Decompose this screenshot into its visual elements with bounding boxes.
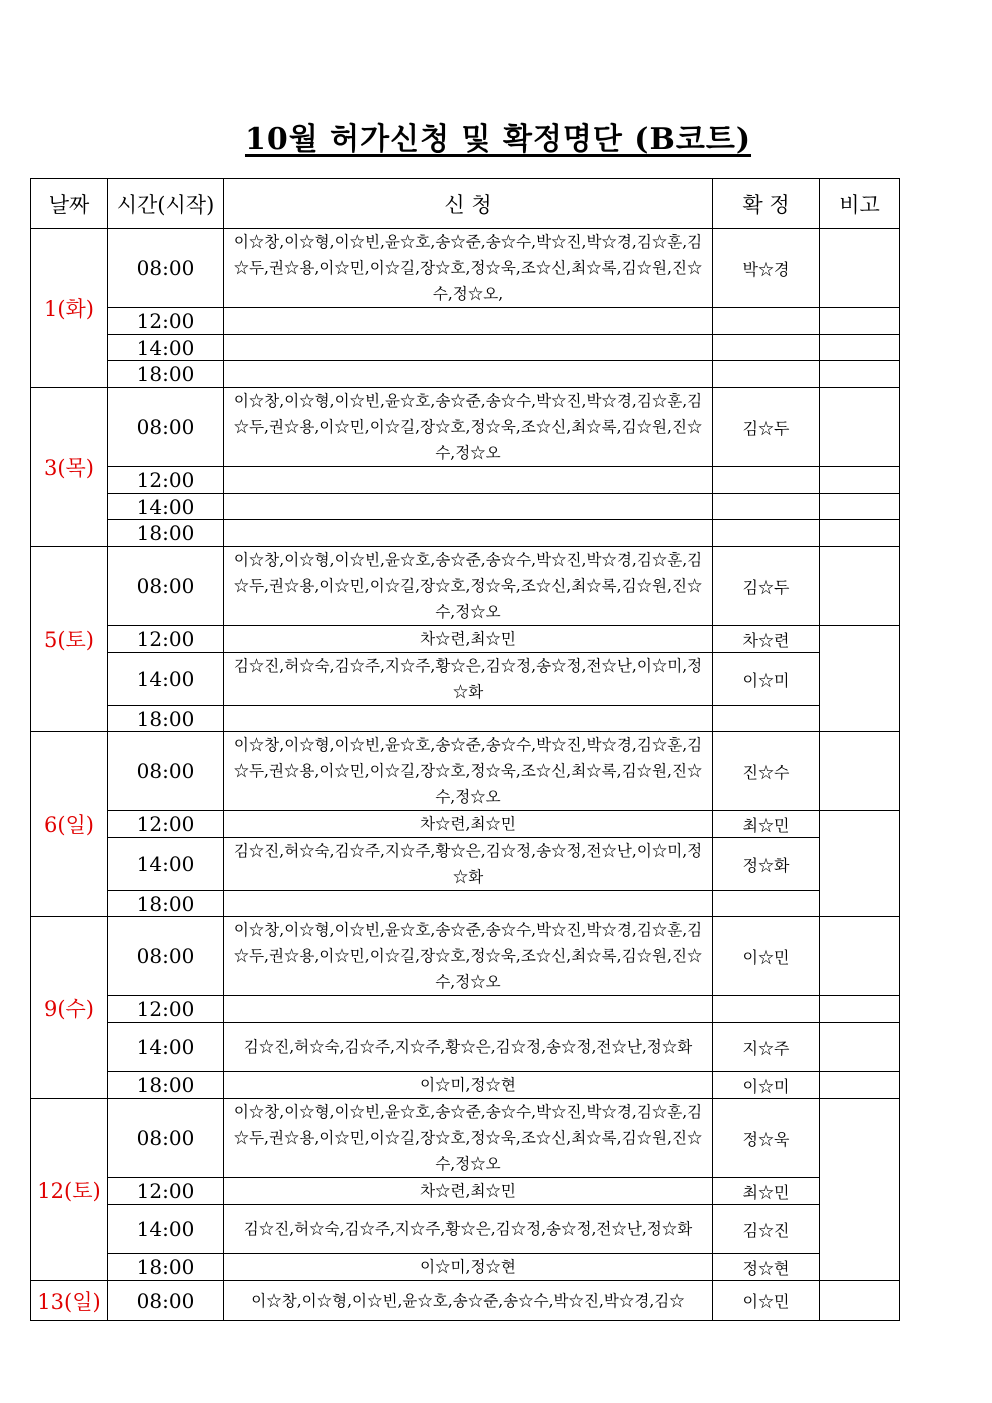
- time-cell: 18:00: [108, 361, 224, 388]
- note-cell: [820, 996, 900, 1023]
- note-cell: [820, 547, 900, 626]
- table-row: [31, 547, 900, 626]
- request-cell: 차☆련,최☆민: [224, 626, 713, 653]
- date-cell: 12(토): [31, 1099, 108, 1281]
- table-row: [31, 520, 900, 547]
- request-cell: 이☆창,이☆형,이☆빈,윤☆호,송☆준,송☆수,박☆진,박☆경,김☆훈,김☆두,권☆용,이☆민,이☆길,장☆호,정☆욱,조☆신,최☆록,김☆원,진☆수,정☆오: [224, 732, 713, 811]
- table-row: [31, 626, 900, 653]
- request-cell: [224, 494, 713, 520]
- table-row: [31, 335, 900, 361]
- request-cell: 차☆련,최☆민: [224, 1178, 713, 1205]
- table-row: [31, 1254, 900, 1281]
- request-cell: 김☆진,허☆숙,김☆주,지☆주,황☆은,김☆정,송☆정,전☆난,이☆미,정☆화: [224, 838, 713, 891]
- request-cell: [224, 996, 713, 1023]
- table-row: [31, 1023, 900, 1072]
- confirm-cell: [713, 494, 820, 520]
- date-cell: 9(수): [31, 917, 108, 1099]
- confirm-cell: 정☆현: [713, 1254, 820, 1281]
- confirm-cell: 김☆두: [713, 388, 820, 467]
- time-cell: 18:00: [108, 520, 224, 547]
- confirm-cell: 이☆미: [713, 653, 820, 706]
- confirm-cell: 이☆민: [713, 917, 820, 996]
- time-cell: 14:00: [108, 653, 224, 706]
- table-row: [31, 229, 900, 308]
- confirm-cell: 최☆민: [713, 1178, 820, 1205]
- note-cell: [820, 732, 900, 811]
- time-cell: 18:00: [108, 706, 224, 732]
- time-cell: 14:00: [108, 335, 224, 361]
- request-cell: 이☆창,이☆형,이☆빈,윤☆호,송☆준,송☆수,박☆진,박☆경,김☆훈,김☆두,권☆용,이☆민,이☆길,장☆호,정☆욱,조☆신,최☆록,김☆원,진☆수,정☆오: [224, 388, 713, 467]
- header-request: 신 청: [224, 179, 713, 229]
- time-cell: 12:00: [108, 996, 224, 1023]
- time-cell: 12:00: [108, 467, 224, 494]
- time-cell: 08:00: [108, 917, 224, 996]
- note-cell: [820, 626, 900, 732]
- table-row: [31, 1205, 900, 1254]
- header-date: 날짜: [31, 179, 108, 229]
- note-cell: [820, 229, 900, 308]
- header-row: [31, 179, 900, 229]
- request-cell: [224, 467, 713, 494]
- request-cell: [224, 891, 713, 917]
- header-confirm: 확 정: [713, 179, 820, 229]
- note-cell: [820, 917, 900, 996]
- request-cell: 이☆미,정☆현: [224, 1254, 713, 1281]
- time-cell: 08:00: [108, 1281, 224, 1321]
- time-cell: 14:00: [108, 838, 224, 891]
- note-cell: [820, 308, 900, 335]
- note-cell: [820, 388, 900, 467]
- note-cell: [820, 1281, 900, 1321]
- confirm-cell: [713, 467, 820, 494]
- table-row: [31, 891, 900, 917]
- time-cell: 14:00: [108, 494, 224, 520]
- note-cell: [820, 361, 900, 388]
- table-row: [31, 917, 900, 996]
- confirm-cell: 김☆두: [713, 547, 820, 626]
- request-cell: [224, 706, 713, 732]
- request-cell: [224, 308, 713, 335]
- table-row: [31, 308, 900, 335]
- request-cell: 이☆미,정☆현: [224, 1072, 713, 1099]
- time-cell: 12:00: [108, 308, 224, 335]
- request-cell: 이☆창,이☆형,이☆빈,윤☆호,송☆준,송☆수,박☆진,박☆경,김☆훈,김☆두,권☆용,이☆민,이☆길,장☆호,정☆욱,조☆신,최☆록,김☆원,진☆수,정☆오: [224, 917, 713, 996]
- request-cell: [224, 361, 713, 388]
- confirm-cell: [713, 996, 820, 1023]
- table-row: [31, 1281, 900, 1321]
- request-cell: 김☆진,허☆숙,김☆주,지☆주,황☆은,김☆정,송☆정,전☆난,이☆미,정☆화: [224, 653, 713, 706]
- time-cell: 08:00: [108, 229, 224, 308]
- schedule-table: [30, 178, 900, 1321]
- time-cell: 12:00: [108, 1178, 224, 1205]
- table-row: [31, 732, 900, 811]
- table-row: [31, 1072, 900, 1099]
- table-row: [31, 996, 900, 1023]
- confirm-cell: 정☆화: [713, 838, 820, 891]
- note-cell: [820, 811, 900, 917]
- request-cell: 김☆진,허☆숙,김☆주,지☆주,황☆은,김☆정,송☆정,전☆난,정☆화: [224, 1023, 713, 1072]
- confirm-cell: 이☆민: [713, 1281, 820, 1321]
- confirm-cell: 박☆경: [713, 229, 820, 308]
- table-row: [31, 1178, 900, 1205]
- note-cell: [820, 1072, 900, 1099]
- confirm-cell: [713, 361, 820, 388]
- confirm-cell: 차☆련: [713, 626, 820, 653]
- header-time: 시간(시작): [108, 179, 224, 229]
- request-cell: [224, 520, 713, 547]
- confirm-cell: 최☆민: [713, 811, 820, 838]
- note-cell: [820, 520, 900, 547]
- request-cell: 이☆창,이☆형,이☆빈,윤☆호,송☆준,송☆수,박☆진,박☆경,김☆: [224, 1281, 713, 1321]
- confirm-cell: [713, 335, 820, 361]
- time-cell: 08:00: [108, 732, 224, 811]
- time-cell: 12:00: [108, 811, 224, 838]
- confirm-cell: [713, 891, 820, 917]
- confirm-cell: 이☆미: [713, 1072, 820, 1099]
- note-cell: [820, 335, 900, 361]
- header-note: 비고: [820, 179, 900, 229]
- request-cell: [224, 335, 713, 361]
- time-cell: 08:00: [108, 1099, 224, 1178]
- page-title: 10월 허가신청 및 확정명단 (B코트): [244, 122, 752, 157]
- table-row: [31, 388, 900, 467]
- date-cell: 6(일): [31, 732, 108, 917]
- time-cell: 14:00: [108, 1023, 224, 1072]
- time-cell: 18:00: [108, 1254, 224, 1281]
- request-cell: 차☆련,최☆민: [224, 811, 713, 838]
- request-cell: 이☆창,이☆형,이☆빈,윤☆호,송☆준,송☆수,박☆진,박☆경,김☆훈,김☆두,권☆용,이☆민,이☆길,장☆호,정☆욱,조☆신,최☆록,김☆원,진☆수,정☆오: [224, 1099, 713, 1178]
- request-cell: 이☆창,이☆형,이☆빈,윤☆호,송☆준,송☆수,박☆진,박☆경,김☆훈,김☆두,권☆용,이☆민,이☆길,장☆호,정☆욱,조☆신,최☆록,김☆원,진☆수,정☆오: [224, 547, 713, 626]
- time-cell: 14:00: [108, 1205, 224, 1254]
- confirm-cell: 정☆욱: [713, 1099, 820, 1178]
- time-cell: 18:00: [108, 1072, 224, 1099]
- table-row: [31, 653, 900, 706]
- confirm-cell: [713, 308, 820, 335]
- time-cell: 08:00: [108, 388, 224, 467]
- date-cell: 1(화): [31, 229, 108, 388]
- note-cell: [820, 1099, 900, 1281]
- table-row: [31, 706, 900, 732]
- time-cell: 18:00: [108, 891, 224, 917]
- note-cell: [820, 1023, 900, 1072]
- note-cell: [820, 494, 900, 520]
- table-row: [31, 467, 900, 494]
- confirm-cell: 진☆수: [713, 732, 820, 811]
- date-cell: 13(일): [31, 1281, 108, 1321]
- table-row: [31, 361, 900, 388]
- confirm-cell: 지☆주: [713, 1023, 820, 1072]
- request-cell: 김☆진,허☆숙,김☆주,지☆주,황☆은,김☆정,송☆정,전☆난,정☆화: [224, 1205, 713, 1254]
- request-cell: 이☆창,이☆형,이☆빈,윤☆호,송☆준,송☆수,박☆진,박☆경,김☆훈,김☆두,권☆용,이☆민,이☆길,장☆호,정☆욱,조☆신,최☆록,김☆원,진☆수,정☆오,: [224, 229, 713, 308]
- note-cell: [820, 467, 900, 494]
- date-cell: 3(목): [31, 388, 108, 547]
- confirm-cell: 김☆진: [713, 1205, 820, 1254]
- confirm-cell: [713, 520, 820, 547]
- confirm-cell: [713, 706, 820, 732]
- time-cell: 12:00: [108, 626, 224, 653]
- table-row: [31, 838, 900, 891]
- date-cell: 5(토): [31, 547, 108, 732]
- table-row: [31, 1099, 900, 1178]
- time-cell: 08:00: [108, 547, 224, 626]
- table-row: [31, 811, 900, 838]
- table-row: [31, 494, 900, 520]
